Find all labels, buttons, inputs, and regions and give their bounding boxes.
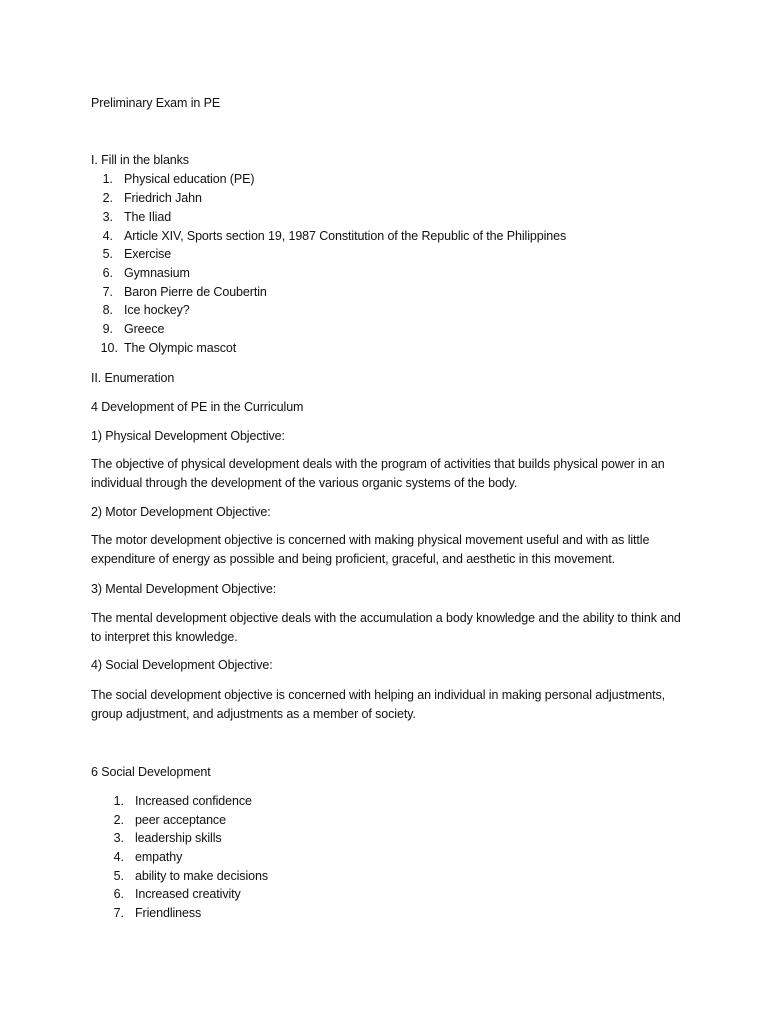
section-heading-social-development: 6 Social Development bbox=[91, 765, 211, 779]
list-item: ability to make decisions bbox=[135, 869, 268, 883]
list-number: 10. bbox=[100, 341, 118, 355]
list-item: peer acceptance bbox=[135, 813, 226, 827]
list-item: Friendliness bbox=[135, 906, 202, 920]
list-number: 7. bbox=[102, 285, 113, 299]
list-item: Physical education (PE) bbox=[124, 172, 255, 186]
list-number: 5. bbox=[113, 869, 124, 883]
list-item: The Olympic mascot bbox=[124, 341, 237, 355]
list-number: 6. bbox=[113, 887, 124, 901]
list-item: empathy bbox=[135, 850, 183, 864]
list-number: 2. bbox=[102, 191, 113, 205]
list-number: 5. bbox=[102, 247, 113, 261]
list-item: The Iliad bbox=[124, 210, 172, 224]
objective-body: The social development objective is concerned with helping an individual in making personal adjustments, group adjustment, and adjustments as a member of society. bbox=[91, 688, 665, 721]
objective-body: The motor development objective is concerned with making physical movement useful and with as little expenditure of energy as possible and being proficient, graceful, and aesthetic in this movement. bbox=[91, 533, 650, 566]
list-number: 1. bbox=[113, 794, 124, 808]
objective-title: 3) Mental Development Objective: bbox=[91, 582, 277, 596]
list-item: Article XIV, Sports section 19, 1987 Constitution of the Republic of the Philippines bbox=[124, 229, 567, 243]
list-number: 8. bbox=[102, 303, 113, 317]
objective-title: 4) Social Development Objective: bbox=[91, 658, 273, 672]
list-item: Increased confidence bbox=[135, 794, 252, 808]
document-title: Preliminary Exam in PE bbox=[91, 96, 221, 110]
list-item: Friedrich Jahn bbox=[124, 191, 202, 205]
section-heading-enumeration: II. Enumeration bbox=[91, 371, 175, 385]
list-item: Increased creativity bbox=[135, 887, 241, 901]
list-number: 3. bbox=[102, 210, 113, 224]
list-number: 1. bbox=[102, 172, 113, 186]
objective-title: 1) Physical Development Objective: bbox=[91, 429, 285, 443]
section-subheading: 4 Development of PE in the Curriculum bbox=[91, 400, 304, 414]
list-item: Exercise bbox=[124, 247, 172, 261]
list-number: 9. bbox=[102, 322, 113, 336]
objective-body: The mental development objective deals with the accumulation a body knowledge and the ability to think and to interpret this knowledge. bbox=[91, 611, 681, 644]
list-item: Gymnasium bbox=[124, 266, 190, 280]
list-item: Greece bbox=[124, 322, 165, 336]
list-number: 7. bbox=[113, 906, 124, 920]
list-item: Ice hockey? bbox=[124, 303, 190, 317]
list-number: 3. bbox=[113, 831, 124, 845]
list-item: Baron Pierre de Coubertin bbox=[124, 285, 267, 299]
list-number: 2. bbox=[113, 813, 124, 827]
list-number: 6. bbox=[102, 266, 113, 280]
objective-body: The objective of physical development deals with the program of activities that builds physical power in an individual through the development of the various organic systems of the body. bbox=[91, 457, 665, 490]
section-heading-fill-blanks: I. Fill in the blanks bbox=[91, 153, 189, 167]
objective-title: 2) Motor Development Objective: bbox=[91, 505, 271, 519]
list-number: 4. bbox=[102, 229, 113, 243]
list-number: 4. bbox=[113, 850, 124, 864]
list-item: leadership skills bbox=[135, 831, 222, 845]
